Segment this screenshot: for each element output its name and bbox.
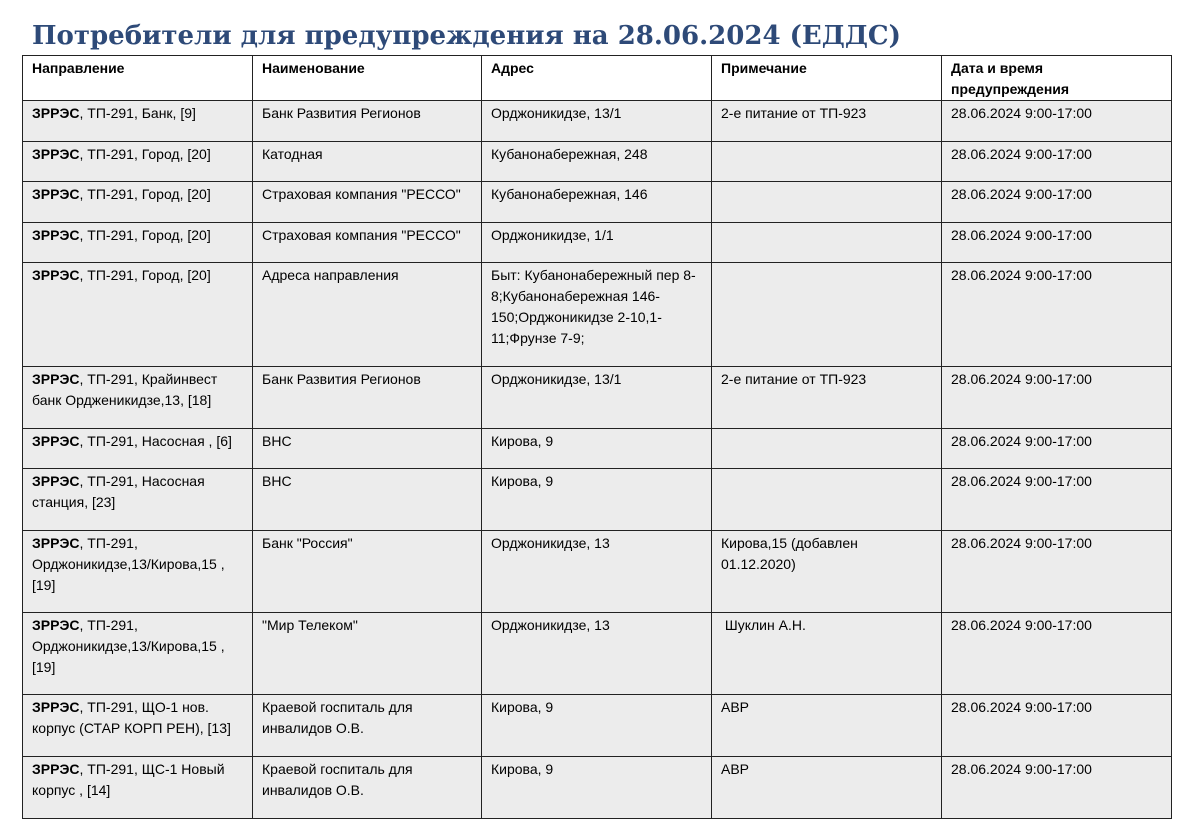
cell-name: Банк Развития Регионов [253,101,482,142]
cell-note [712,469,942,531]
cell-address: Кубанонабережная, 146 [482,182,712,223]
cell-datetime: 28.06.2024 9:00-17:00 [942,429,1172,469]
cell-name: Краевой госпиталь для инвалидов О.В. [253,695,482,757]
direction-text: , ТП-291, Город, [20] [79,146,211,162]
cell-datetime: 28.06.2024 9:00-17:00 [942,223,1172,263]
direction-text: , ТП-291, Банк, [9] [79,105,196,121]
direction-text: , ТП-291, Город, [20] [79,227,211,243]
network-code: ЗРРЭС [32,105,80,121]
cell-direction [23,223,253,263]
cell-direction [23,469,253,531]
network-code: ЗРРЭС [32,433,80,449]
table-row [23,142,1172,182]
table-row [23,757,1172,819]
cell-address: Кубанонабережная, 248 [482,142,712,182]
header-address: Адрес [482,56,712,101]
cell-note: Кирова,15 (добавлен 01.12.2020) [712,531,942,613]
direction-text: , ТП-291, Насосная , [6] [79,433,232,449]
network-code: ЗРРЭС [32,617,80,633]
header-note: Примечание [712,56,942,101]
table-row [23,469,1172,531]
cell-note: АВР [712,695,942,757]
cell-direction [23,613,253,695]
cell-note: 2-е питание от ТП-923 [712,101,942,142]
table-row [23,101,1172,142]
cell-datetime: 28.06.2024 9:00-17:00 [942,142,1172,182]
network-code: ЗРРЭС [32,699,80,715]
cell-address: Орджоникидзе, 13 [482,531,712,613]
network-code: ЗРРЭС [32,371,80,387]
direction-text: , ТП-291, Город, [20] [79,267,211,283]
header-name: Наименование [253,56,482,101]
cell-direction [23,757,253,819]
table-row [23,182,1172,223]
table-row [23,223,1172,263]
cell-datetime: 28.06.2024 9:00-17:00 [942,757,1172,819]
cell-address: Орджоникидзе, 13 [482,613,712,695]
cell-datetime: 28.06.2024 9:00-17:00 [942,263,1172,367]
cell-note: 2-е питание от ТП-923 [712,367,942,429]
cell-datetime: 28.06.2024 9:00-17:00 [942,367,1172,429]
cell-address: Кирова, 9 [482,469,712,531]
cell-note: АВР [712,757,942,819]
direction-text: , ТП-291, Город, [20] [79,186,211,202]
cell-name: Страховая компания "РЕССО" [253,182,482,223]
direction-text: , ТП-291, Орджоникидзе,13/Кирова,15 , [19] [32,535,225,593]
table-header-row [23,56,1172,101]
cell-name: Адреса направления [253,263,482,367]
cell-direction [23,142,253,182]
cell-name: "Мир Телеком" [253,613,482,695]
table-row [23,429,1172,469]
cell-note [712,182,942,223]
cell-address: Орджоникидзе, 13/1 [482,101,712,142]
table-row [23,695,1172,757]
cell-name: Банк Развития Регионов [253,367,482,429]
cell-note [712,223,942,263]
table-row [23,263,1172,367]
cell-note: Шуклин А.Н. [712,613,942,695]
cell-name: ВНС [253,469,482,531]
cell-direction [23,101,253,142]
cell-address: Орджоникидзе, 1/1 [482,223,712,263]
consumers-table [22,55,1172,819]
direction-text: , ТП-291, Орджоникидзе,13/Кирова,15 , [19] [32,617,225,675]
cell-address: Быт: Кубанонабережный пер 8-8;Кубанонабережная 146-150;Орджоникидзе 2-10,1-11;Фрунзе 7-9; [482,263,712,367]
network-code: ЗРРЭС [32,227,80,243]
network-code: ЗРРЭС [32,473,80,489]
cell-datetime: 28.06.2024 9:00-17:00 [942,531,1172,613]
cell-datetime: 28.06.2024 9:00-17:00 [942,101,1172,142]
cell-direction [23,182,253,223]
cell-note [712,429,942,469]
table-row [23,531,1172,613]
cell-datetime: 28.06.2024 9:00-17:00 [942,695,1172,757]
cell-datetime: 28.06.2024 9:00-17:00 [942,469,1172,531]
cell-name: ВНС [253,429,482,469]
header-direction: Направление [23,56,253,101]
direction-text: , ТП-291, Крайинвест банк Ордженикидзе,13, [18] [32,371,218,408]
cell-name: Катодная [253,142,482,182]
cell-direction [23,531,253,613]
cell-address: Кирова, 9 [482,757,712,819]
cell-datetime: 28.06.2024 9:00-17:00 [942,182,1172,223]
cell-address: Кирова, 9 [482,695,712,757]
network-code: ЗРРЭС [32,535,80,551]
cell-direction [23,695,253,757]
cell-address: Кирова, 9 [482,429,712,469]
network-code: ЗРРЭС [32,186,80,202]
cell-note [712,142,942,182]
cell-datetime: 28.06.2024 9:00-17:00 [942,613,1172,695]
cell-direction [23,367,253,429]
table-row [23,613,1172,695]
page-title: Потребители для предупреждения на 28.06.2024 (ЕДДС) [32,21,901,51]
direction-text: , ТП-291, Насосная станция, [23] [32,473,205,510]
cell-name: Страховая компания "РЕССО" [253,223,482,263]
cell-direction [23,429,253,469]
cell-address: Орджоникидзе, 13/1 [482,367,712,429]
network-code: ЗРРЭС [32,146,80,162]
direction-text: , ТП-291, ЩС-1 Новый корпус , [14] [32,761,225,798]
network-code: ЗРРЭС [32,761,80,777]
cell-name: Краевой госпиталь для инвалидов О.В. [253,757,482,819]
cell-direction [23,263,253,367]
header-datetime: Дата и время предупреждения [942,56,1172,101]
direction-text: , ТП-291, ЩО-1 нов. корпус (СТАР КОРП РЕН), [13] [32,699,231,736]
cell-note [712,263,942,367]
table-row [23,367,1172,429]
network-code: ЗРРЭС [32,267,80,283]
cell-name: Банк "Россия" [253,531,482,613]
